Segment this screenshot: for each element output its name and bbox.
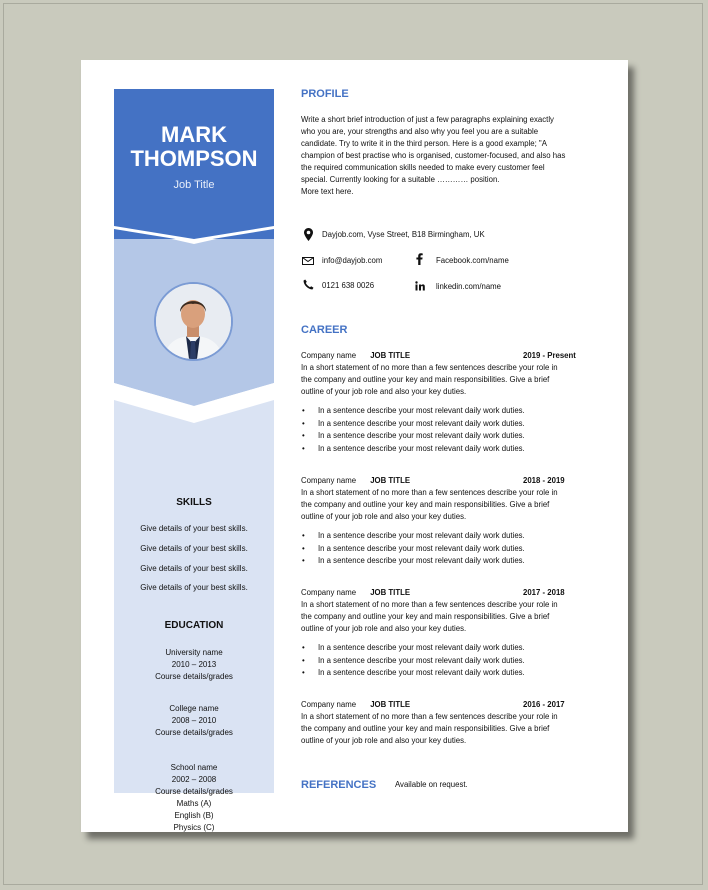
duty-list xyxy=(301,530,525,568)
profile-text xyxy=(301,114,565,198)
contact-address: Dayjob.com, Vyse Street, B18 Birmingham, UK xyxy=(322,230,485,239)
profile-line: who you are, your strengths and also why you feel you are a suitable xyxy=(301,127,539,136)
skills-heading: SKILLS xyxy=(176,497,212,508)
duty-item: • In a sentence describe your most relevant daily work duties. xyxy=(301,430,525,443)
linkedin-icon xyxy=(415,281,425,291)
duty-item: • In a sentence describe your most relevant daily work duties. xyxy=(301,543,525,556)
name-banner xyxy=(114,89,274,239)
profile-photo xyxy=(154,282,233,361)
summary-line: In a short statement of no more than a few sentences describe your role in xyxy=(301,488,558,497)
summary-line: In a short statement of no more than a few sentences describe your role in xyxy=(301,363,558,372)
references-heading: REFERENCES xyxy=(301,779,377,791)
education-heading: EDUCATION xyxy=(164,620,224,631)
education-dates: 2002 – 2008 xyxy=(171,775,217,784)
duty-item: • In a sentence describe your most relevant daily work duties. xyxy=(301,443,525,456)
summary-line: the company and outline your key and main responsibilities. Give a brief xyxy=(301,500,550,509)
education-entry xyxy=(114,703,274,739)
job-summary xyxy=(301,362,558,398)
job-dates: 2018 - 2019 xyxy=(523,476,565,485)
profile-line: candidate. Try to write it in the third person. Here is a good example; "A xyxy=(301,139,547,148)
envelope-icon xyxy=(302,257,314,265)
summary-line: the company and outline your key and main responsibilities. Give a brief xyxy=(301,612,550,621)
summary-line: outline of your job role and also your key duties. xyxy=(301,624,467,633)
job-title: Job Title xyxy=(173,179,215,191)
first-name: MARK xyxy=(161,122,227,147)
summary-line: outline of your job role and also your key duties. xyxy=(301,736,467,745)
job-role-title: JOB TITLE xyxy=(370,588,411,597)
job-summary xyxy=(301,599,558,635)
duty-item: • In a sentence describe your most relevant daily work duties. xyxy=(301,555,525,568)
company-name: Company name xyxy=(301,700,357,709)
contact-phone: 0121 638 0026 xyxy=(322,281,375,290)
skill-item: Give details of your best skills. xyxy=(140,544,248,553)
location-pin-icon xyxy=(304,228,313,241)
summary-line: outline of your job role and also your key duties. xyxy=(301,387,467,396)
summary-line: outline of your job role and also your key duties. xyxy=(301,512,467,521)
job-dates: 2019 - Present xyxy=(523,351,576,360)
job-header xyxy=(301,588,581,597)
profile-heading: PROFILE xyxy=(301,88,349,100)
profile-line: the required communication skills needed to make every customer feel xyxy=(301,163,545,172)
institution-name: University name xyxy=(165,648,223,657)
person-photo-icon xyxy=(156,284,231,359)
last-name: THOMPSON xyxy=(130,146,258,171)
facebook-icon xyxy=(416,253,423,265)
course-details: Course details/grades xyxy=(155,672,233,681)
name-banner-chevron xyxy=(114,226,274,251)
summary-line: In a short statement of no more than a few sentences describe your role in xyxy=(301,712,558,721)
grade-line: English (B) xyxy=(174,811,214,820)
company-name: Company name xyxy=(301,476,357,485)
company-name: Company name xyxy=(301,588,357,597)
contact-facebook[interactable]: Facebook.com/name xyxy=(436,256,509,265)
job-header xyxy=(301,700,581,709)
education-dates: 2010 – 2013 xyxy=(171,660,217,669)
education-dates: 2008 – 2010 xyxy=(171,716,217,725)
grade-line: Physics (C) xyxy=(173,823,215,832)
job-role-title: JOB TITLE xyxy=(370,476,411,485)
profile-line: champion of best practise who is organised, customer-focused, and also has xyxy=(301,151,566,160)
duty-item: • In a sentence describe your most relevant daily work duties. xyxy=(301,667,525,680)
grade-line: Maths (A) xyxy=(176,799,212,808)
contact-email[interactable]: info@dayjob.com xyxy=(322,256,383,265)
company-name: Company name xyxy=(301,351,357,360)
summary-line: the company and outline your key and main responsibilities. Give a brief xyxy=(301,724,550,733)
duty-item: • In a sentence describe your most relevant daily work duties. xyxy=(301,530,525,543)
duty-item: • In a sentence describe your most relevant daily work duties. xyxy=(301,418,525,431)
skill-item: Give details of your best skills. xyxy=(140,524,248,533)
duty-list xyxy=(301,405,525,455)
education-entry xyxy=(114,647,274,683)
duty-item: • In a sentence describe your most relevant daily work duties. xyxy=(301,655,525,668)
job-summary xyxy=(301,711,558,747)
skill-item: Give details of your best skills. xyxy=(140,583,248,592)
job-dates: 2017 - 2018 xyxy=(523,588,565,597)
references-text: Available on request. xyxy=(395,780,468,789)
job-role-title: JOB TITLE xyxy=(370,700,411,709)
job-role-title: JOB TITLE xyxy=(370,351,411,360)
profile-line: Write a short brief introduction of just a few paragraphs explaining exactly xyxy=(301,115,554,124)
institution-name: College name xyxy=(169,704,219,713)
profile-line: More text here. xyxy=(301,187,354,196)
duty-item: • In a sentence describe your most relevant daily work duties. xyxy=(301,405,525,418)
summary-line: In a short statement of no more than a few sentences describe your role in xyxy=(301,600,558,609)
education-entry xyxy=(114,762,274,834)
job-dates: 2016 - 2017 xyxy=(523,700,565,709)
profile-line: special. Currently looking for a suitable ………… position. xyxy=(301,175,500,184)
duty-list xyxy=(301,642,525,680)
contact-linkedin[interactable]: linkedin.com/name xyxy=(436,282,502,291)
course-details: Course details/grades xyxy=(155,787,233,796)
skill-item: Give details of your best skills. xyxy=(140,564,248,573)
job-summary xyxy=(301,487,558,523)
job-header xyxy=(301,476,581,485)
job-header xyxy=(301,351,581,360)
institution-name: School name xyxy=(170,763,218,772)
summary-line: the company and outline your key and main responsibilities. Give a brief xyxy=(301,375,550,384)
career-heading: CAREER xyxy=(301,324,348,336)
candidate-name xyxy=(114,123,274,171)
resume-page xyxy=(81,60,628,832)
course-details: Course details/grades xyxy=(155,728,233,737)
phone-icon xyxy=(303,279,314,290)
duty-item: • In a sentence describe your most relevant daily work duties. xyxy=(301,642,525,655)
